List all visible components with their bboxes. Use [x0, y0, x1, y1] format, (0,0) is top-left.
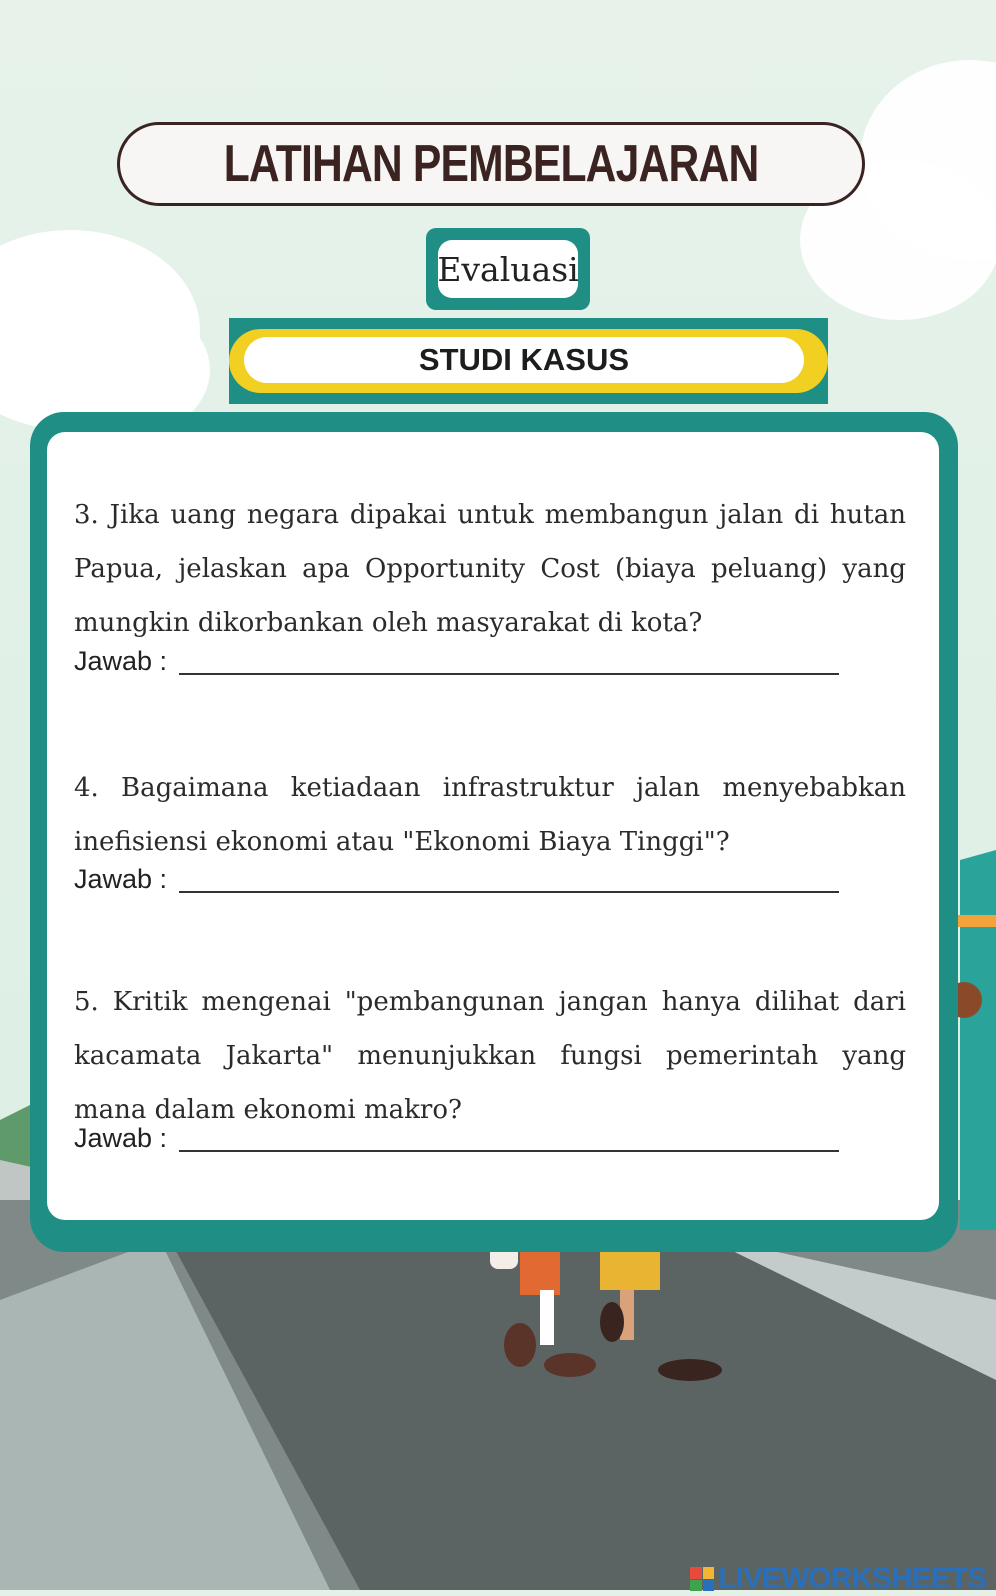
question-3: 3. Jika uang negara dipakai untuk membangun jalan di hutan Papua, jelaskan apa Opportunity Cost (biaya peluang) yang mungkin dikorbankan oleh masyarakat di kota? [74, 500, 906, 638]
answer-input-4[interactable] [179, 891, 839, 893]
answer-input-3[interactable] [179, 673, 839, 675]
title-banner [117, 122, 865, 206]
studi-kasus-label-box [244, 337, 804, 383]
evaluasi-badge [426, 228, 590, 310]
liveworksheets-brand [690, 1562, 986, 1596]
question-5: 5. Kritik mengenai "pembangunan jangan hanya dilihat dari kacamata Jakarta" menunjukkan fungsi pemerintah yang mana dalam ekonomi makro? [74, 987, 906, 1125]
page-title: LATIHAN PEMBELAJARAN [223, 135, 759, 193]
question-4: 4. Bagaimana ketiadaan infrastruktur jalan menyebabkan inefisiensi ekonomi atau "Ekonomi Biaya Tinggi"? [74, 773, 906, 857]
answer-row-3 [74, 646, 839, 677]
evaluasi-label: Evaluasi [438, 240, 578, 298]
answer-label: Jawab : [74, 646, 168, 676]
section-title: STUDI KASUS [418, 342, 630, 377]
answer-label: Jawab : [74, 864, 168, 894]
answer-row-4 [74, 864, 839, 895]
answer-input-5[interactable] [179, 1150, 839, 1152]
liveworksheets-logo-icon [690, 1567, 714, 1591]
answer-row-5 [74, 1123, 839, 1154]
answer-label: Jawab : [74, 1123, 168, 1153]
brand-name: LIVEWORKSHEETS [718, 1562, 986, 1595]
